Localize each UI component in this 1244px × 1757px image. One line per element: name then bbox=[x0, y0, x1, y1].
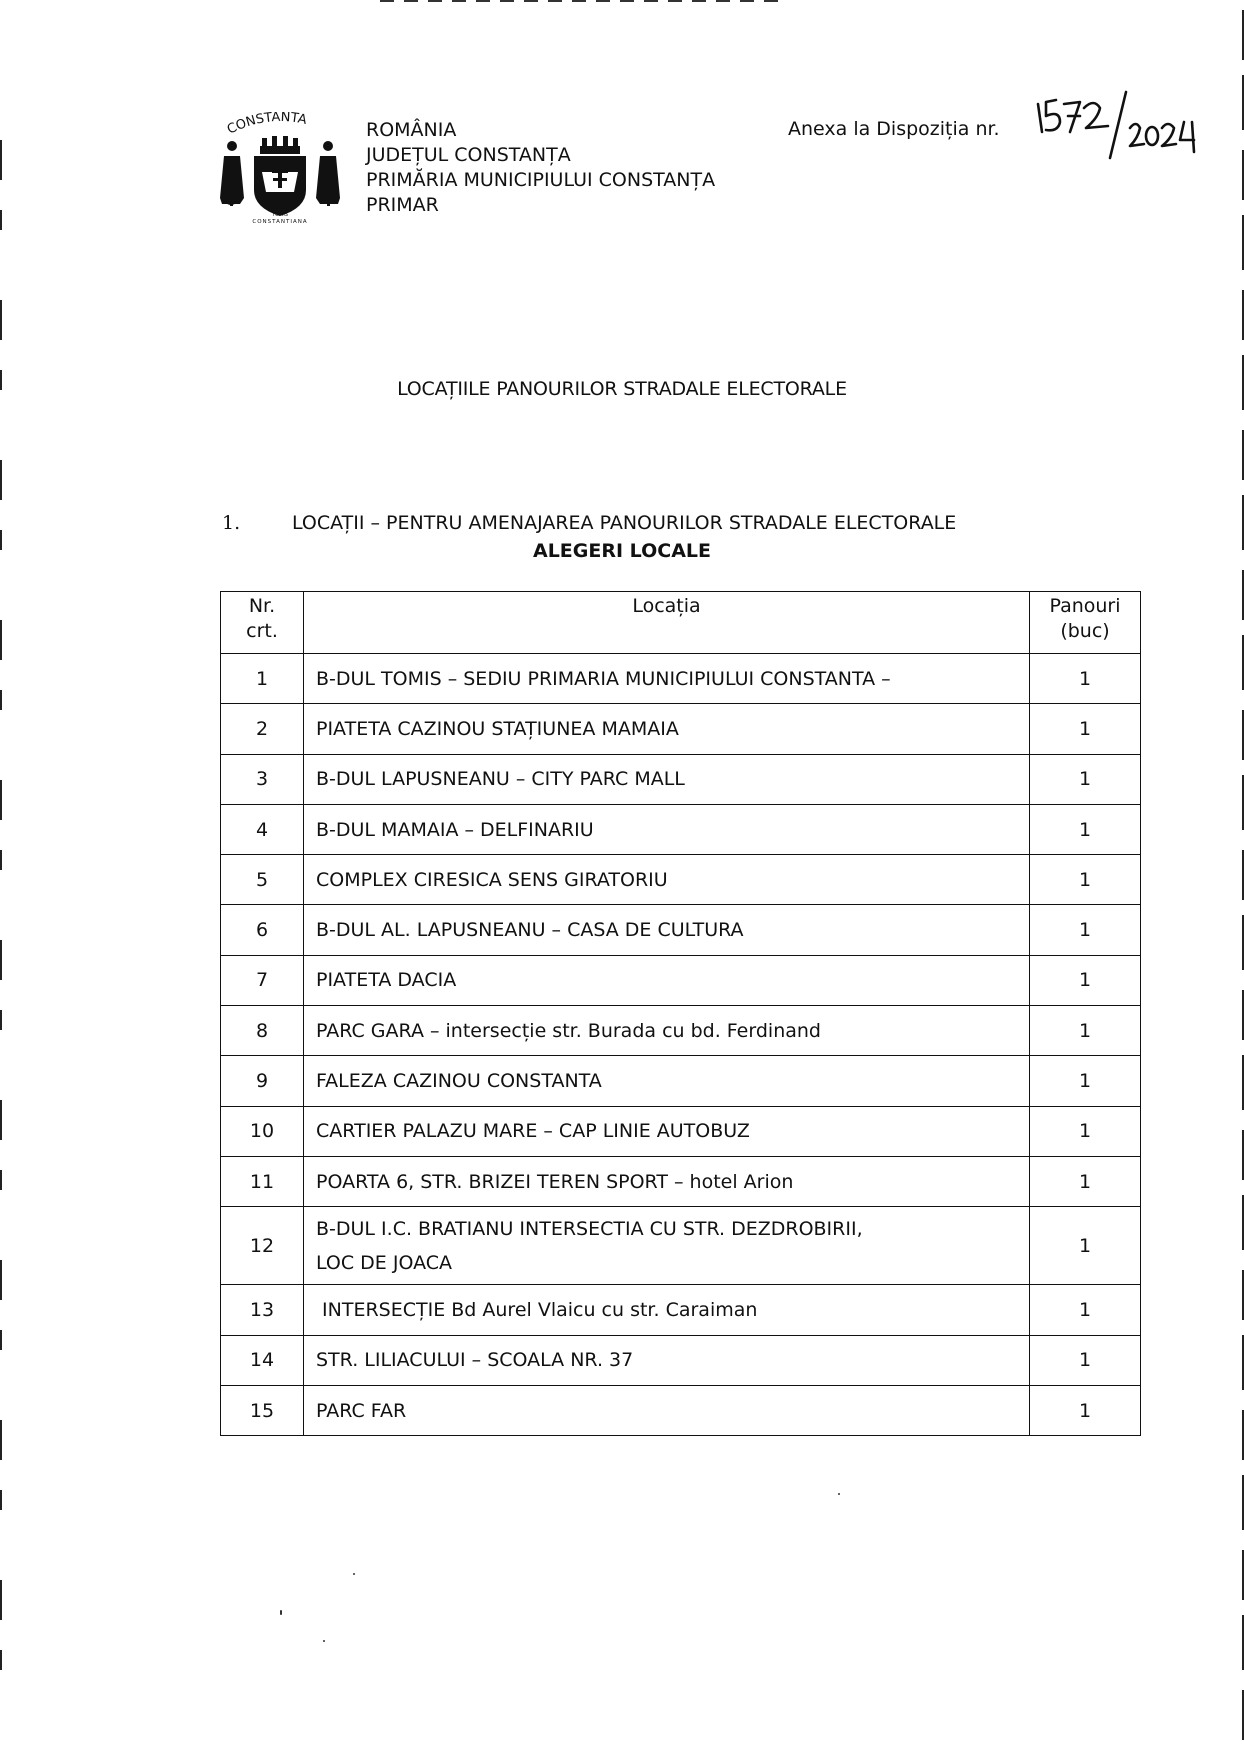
row-location: INTERSECȚIE Bd Aurel Vlaicu cu str. Caraiman bbox=[304, 1285, 1030, 1335]
row-nr: 9 bbox=[221, 1056, 304, 1106]
table-row bbox=[221, 1106, 1141, 1156]
row-nr: 7 bbox=[221, 955, 304, 1005]
row-location: B-DUL MAMAIA – DELFINARIU bbox=[304, 804, 1030, 854]
scan-speck bbox=[323, 1640, 325, 1642]
header-nr bbox=[221, 592, 304, 654]
row-panels: 1 bbox=[1030, 704, 1141, 754]
section-number: 1. bbox=[222, 512, 241, 534]
document-title: LOCAȚIILE PANOURILOR STRADALE ELECTORALE bbox=[397, 378, 847, 400]
row-panels: 1 bbox=[1030, 1285, 1141, 1335]
row-nr: 14 bbox=[221, 1335, 304, 1385]
header-panels-line1: Panouri bbox=[1049, 595, 1121, 617]
table-row bbox=[221, 1156, 1141, 1206]
header-nr-line2: crt. bbox=[246, 620, 278, 642]
row-panels: 1 bbox=[1030, 905, 1141, 955]
row-panels: 1 bbox=[1030, 804, 1141, 854]
table-row bbox=[221, 1056, 1141, 1106]
section-heading bbox=[222, 512, 956, 534]
row-nr: 13 bbox=[221, 1285, 304, 1335]
table-row bbox=[221, 955, 1141, 1005]
row-nr: 6 bbox=[221, 905, 304, 955]
scan-speck bbox=[838, 1493, 840, 1495]
row-nr: 1 bbox=[221, 654, 304, 704]
constanta-coat-of-arms-logo bbox=[218, 112, 342, 224]
row-panels: 1 bbox=[1030, 1385, 1141, 1435]
header-panels bbox=[1030, 592, 1141, 654]
seal-motto-constantiana: CONSTANTIANA bbox=[252, 219, 308, 224]
row-nr: 2 bbox=[221, 704, 304, 754]
table-row bbox=[221, 1006, 1141, 1056]
locations-table bbox=[220, 591, 1141, 1436]
table-row bbox=[221, 804, 1141, 854]
seal-motto-tomis: TOMIS bbox=[272, 212, 288, 218]
row-location: FALEZA CAZINOU CONSTANTA bbox=[304, 1056, 1030, 1106]
header-country: ROMÂNIA bbox=[366, 119, 457, 141]
row-nr: 3 bbox=[221, 754, 304, 804]
row-panels: 1 bbox=[1030, 1335, 1141, 1385]
row-location: B-DUL TOMIS – SEDIU PRIMARIA MUNICIPIULUI CONSTANTA – bbox=[304, 654, 1030, 704]
row-location-line1: B-DUL I.C. BRATIANU INTERSECTIA CU STR. DEZDROBIRII, bbox=[316, 1217, 863, 1240]
row-panels: 1 bbox=[1030, 1056, 1141, 1106]
svg-text:CONSTANTA: CONSTANTA bbox=[224, 112, 309, 138]
header-nr-line1: Nr. bbox=[248, 595, 276, 617]
row-location: PARC GARA – intersecție str. Burada cu bd. Ferdinand bbox=[304, 1006, 1030, 1056]
header-city-hall: PRIMĂRIA MUNICIPIULUI CONSTANȚA bbox=[366, 169, 716, 191]
row-location: PARC FAR bbox=[304, 1385, 1030, 1435]
row-nr: 4 bbox=[221, 804, 304, 854]
table-row bbox=[221, 855, 1141, 905]
row-location-line2: LOC DE JOACA bbox=[316, 1251, 452, 1274]
header-panels-line2: (buc) bbox=[1060, 620, 1110, 642]
scan-edge-top bbox=[380, 0, 780, 2]
table-row bbox=[221, 654, 1141, 704]
table-row bbox=[221, 905, 1141, 955]
row-location: B-DUL AL. LAPUSNEANU – CASA DE CULTURA bbox=[304, 905, 1030, 955]
row-location: CARTIER PALAZU MARE – CAP LINIE AUTOBUZ bbox=[304, 1106, 1030, 1156]
scan-speck bbox=[353, 1573, 355, 1575]
table-row bbox=[221, 754, 1141, 804]
row-nr: 12 bbox=[221, 1207, 304, 1285]
header-location: Locația bbox=[304, 592, 1030, 654]
row-panels: 1 bbox=[1030, 855, 1141, 905]
table-row bbox=[221, 1335, 1141, 1385]
row-location: PIATETA CAZINOU STAȚIUNEA MAMAIA bbox=[304, 704, 1030, 754]
header-county: JUDEȚUL CONSTANȚA bbox=[366, 144, 571, 166]
row-nr: 11 bbox=[221, 1156, 304, 1206]
row-location: STR. LILIACULUI – SCOALA NR. 37 bbox=[304, 1335, 1030, 1385]
row-location: PIATETA DACIA bbox=[304, 955, 1030, 1005]
table-row bbox=[221, 1385, 1141, 1435]
row-nr: 10 bbox=[221, 1106, 304, 1156]
section-title: LOCAȚII – PENTRU AMENAJAREA PANOURILOR STRADALE ELECTORALE bbox=[292, 512, 957, 534]
header-mayor: PRIMAR bbox=[366, 194, 439, 216]
row-panels: 1 bbox=[1030, 1006, 1141, 1056]
annex-label: Anexa la Dispoziția nr. bbox=[788, 118, 1000, 140]
table-header-row bbox=[221, 592, 1141, 654]
table-row bbox=[221, 1207, 1141, 1285]
row-location: POARTA 6, STR. BRIZEI TEREN SPORT – hotel Arion bbox=[304, 1156, 1030, 1206]
scan-speck bbox=[280, 1610, 282, 1615]
table-row bbox=[221, 704, 1141, 754]
institution-header bbox=[366, 118, 715, 218]
row-nr: 5 bbox=[221, 855, 304, 905]
row-panels: 1 bbox=[1030, 955, 1141, 1005]
row-location: B-DUL LAPUSNEANU – CITY PARC MALL bbox=[304, 754, 1030, 804]
row-location: COMPLEX CIRESICA SENS GIRATORIU bbox=[304, 855, 1030, 905]
table-row bbox=[221, 1285, 1141, 1335]
row-panels: 1 bbox=[1030, 1156, 1141, 1206]
row-panels: 1 bbox=[1030, 654, 1141, 704]
row-panels: 1 bbox=[1030, 754, 1141, 804]
section-subtitle: ALEGERI LOCALE bbox=[533, 540, 711, 562]
handwritten-annex-number bbox=[1034, 82, 1204, 162]
row-panels: 1 bbox=[1030, 1207, 1141, 1285]
row-panels: 1 bbox=[1030, 1106, 1141, 1156]
row-location bbox=[304, 1207, 1030, 1285]
row-nr: 8 bbox=[221, 1006, 304, 1056]
row-nr: 15 bbox=[221, 1385, 304, 1435]
